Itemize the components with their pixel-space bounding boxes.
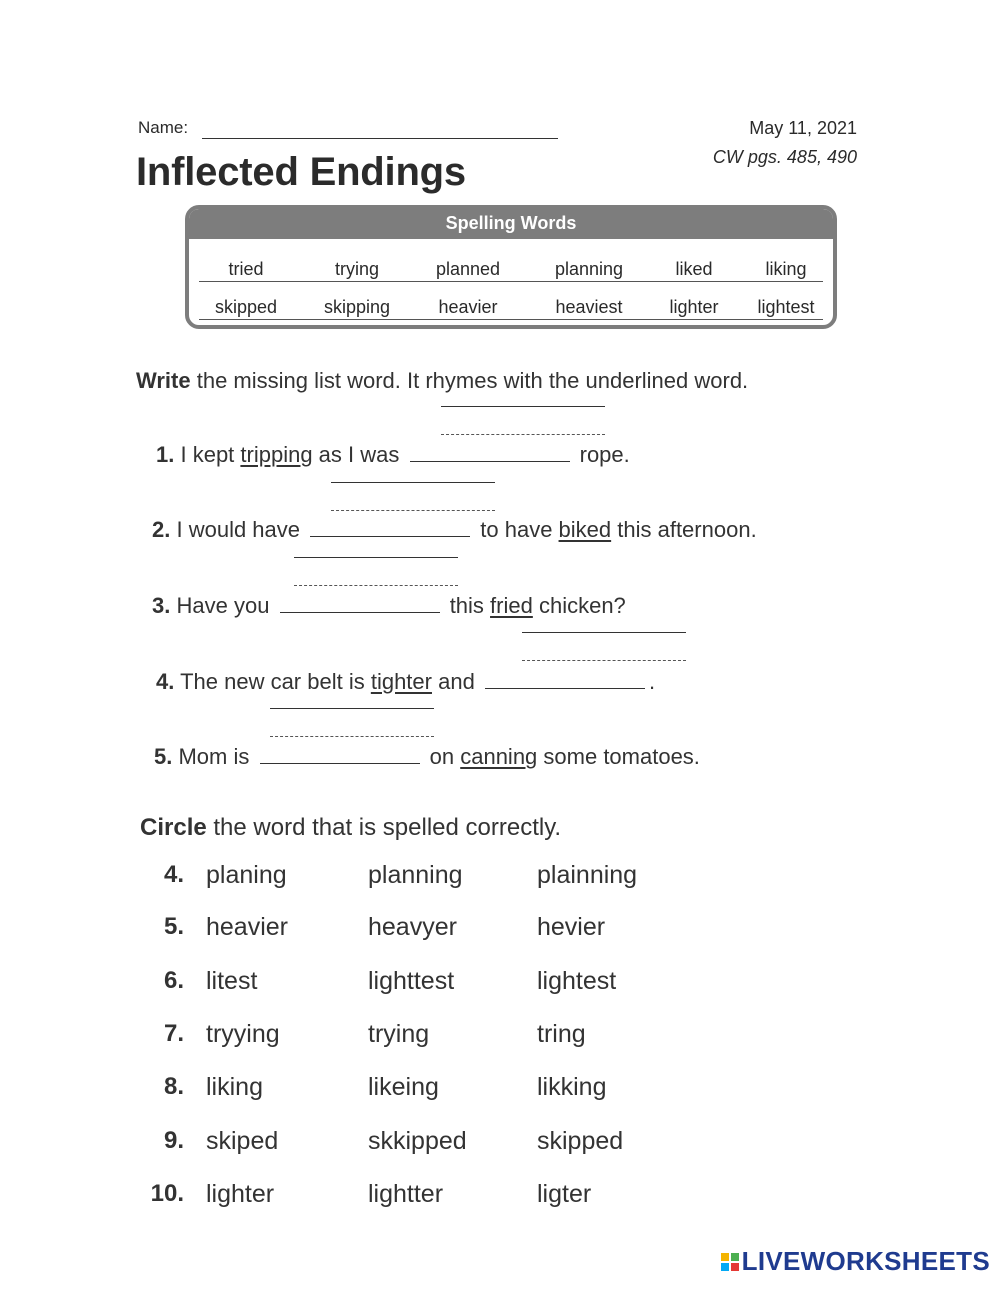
sentence-2 [152, 517, 757, 543]
spelling-word: planning [554, 259, 624, 279]
sentence-5 [154, 744, 700, 770]
spelling-word: skipping [323, 297, 391, 317]
writing-guide-mid [331, 510, 495, 511]
word-option[interactable]: tring [537, 1020, 586, 1048]
item-number: 2. [152, 517, 171, 542]
heading-rest: the word that is spelled correctly. [206, 814, 562, 841]
sentence-text: chicken? [532, 593, 626, 618]
sentence-text: to have [480, 517, 559, 542]
sentence-text: Have you [176, 593, 270, 618]
writing-guide-top [270, 708, 434, 709]
logo-squares-icon [721, 1253, 739, 1271]
spelling-words-header: Spelling Words [189, 209, 833, 239]
spelling-word: tried [228, 259, 264, 279]
word-option[interactable]: lightter [368, 1180, 444, 1208]
item-number: 7. [163, 1020, 184, 1047]
word-option[interactable]: trying [368, 1020, 430, 1048]
word-row-rule [199, 319, 823, 320]
sentence-text: as I was [312, 442, 400, 467]
item-number: 3. [152, 593, 171, 618]
sentence-text: and [431, 669, 475, 694]
writing-guide-mid [270, 736, 434, 737]
spelling-word: liked [675, 259, 713, 279]
item-number: 4. [156, 669, 175, 694]
word-option[interactable]: liking [206, 1073, 263, 1101]
item-number: 10. [150, 1180, 184, 1207]
word-option[interactable]: hevier [537, 913, 606, 941]
liveworksheets-logo[interactable] [721, 1246, 990, 1277]
word-option[interactable]: lightest [537, 967, 617, 995]
spelling-word: lightest [757, 297, 815, 317]
logo-square [721, 1263, 729, 1271]
item-number: 6. [163, 967, 184, 994]
spelling-word: liking [765, 259, 807, 279]
word-option[interactable]: heavier [206, 913, 288, 941]
word-row-rule [199, 281, 823, 282]
spelling-word: heavier [438, 297, 498, 317]
sentence-1 [156, 442, 630, 468]
word-option[interactable]: planning [368, 861, 463, 889]
writing-guide-top [522, 632, 686, 633]
sentence-text: . [648, 669, 656, 694]
word-option[interactable]: lighter [206, 1180, 275, 1208]
heading-bold-word: Circle [140, 814, 207, 841]
rhyme-word: biked [558, 517, 612, 542]
word-option[interactable]: litest [206, 967, 258, 995]
writing-guide-top [331, 482, 495, 483]
answer-blank-3[interactable] [280, 594, 440, 613]
spelling-words-box [185, 205, 837, 329]
sentence-text: The new car belt is [180, 669, 371, 694]
heading-bold-word: Write [136, 368, 191, 393]
spelling-word: heaviest [555, 297, 623, 317]
sentence-text: this [449, 593, 491, 618]
writing-guide-mid [522, 660, 686, 661]
rhyme-word: canning [460, 744, 538, 769]
word-option[interactable]: lighttest [368, 967, 455, 995]
word-option[interactable]: plainning [537, 861, 638, 889]
sentence-text: this afternoon. [611, 517, 757, 542]
name-label: Name: [138, 118, 189, 137]
date-text: May 11, 2021 [749, 118, 857, 138]
word-option[interactable]: skkipped [368, 1127, 467, 1155]
sentence-text: some tomatoes. [537, 744, 700, 769]
sentence-4 [156, 669, 655, 695]
logo-text: LIVEWORKSHEETS [741, 1246, 990, 1276]
writing-guide-top [294, 557, 458, 558]
word-option[interactable]: tryying [206, 1020, 280, 1048]
rhyme-word: fried [490, 593, 533, 618]
item-number: 5. [154, 744, 173, 769]
sentence-text: rope. [579, 442, 630, 467]
sentence-text: Mom is [178, 744, 250, 769]
spelling-word: planned [435, 259, 501, 279]
writing-guide-mid [441, 434, 605, 435]
section-circle-heading [140, 814, 561, 842]
section-write-heading [136, 368, 748, 394]
sentence-text: I kept [180, 442, 241, 467]
word-option[interactable]: likeing [368, 1073, 439, 1101]
item-number: 4. [163, 861, 184, 888]
pages-reference: CW pgs. 485, 490 [712, 147, 857, 167]
word-option[interactable]: heavyer [368, 913, 457, 941]
spelling-word: lighter [669, 297, 719, 317]
word-option[interactable]: likking [537, 1073, 607, 1101]
sentence-text: on [429, 744, 461, 769]
spelling-words-grid [189, 239, 833, 329]
sentence-3 [152, 593, 626, 619]
item-number: 1. [156, 442, 175, 467]
spelling-word: trying [334, 259, 379, 279]
rhyme-word: tighter [370, 669, 432, 694]
sentence-text: I would have [176, 517, 301, 542]
answer-blank-2[interactable] [310, 518, 470, 537]
name-field-line[interactable] [202, 138, 558, 139]
item-number: 8. [163, 1073, 184, 1100]
spelling-word: skipped [214, 297, 278, 317]
writing-guide-top [441, 406, 605, 407]
item-number: 5. [163, 913, 184, 940]
word-option[interactable]: skipped [537, 1127, 624, 1155]
rhyme-word: tripping [240, 442, 313, 467]
answer-blank-4[interactable] [485, 670, 645, 689]
answer-blank-1[interactable] [410, 443, 570, 462]
logo-square [731, 1263, 739, 1271]
writing-guide-mid [294, 585, 458, 586]
word-option[interactable]: planing [206, 861, 287, 889]
item-number: 9. [163, 1127, 184, 1154]
answer-blank-5[interactable] [260, 745, 420, 764]
worksheet-title: Inflected Endings [136, 150, 466, 194]
logo-square [731, 1253, 739, 1261]
word-option[interactable]: skiped [206, 1127, 279, 1155]
logo-square [721, 1253, 729, 1261]
heading-rest: the missing list word. It rhymes with the underlined word. [190, 368, 749, 393]
word-option[interactable]: ligter [537, 1180, 592, 1208]
